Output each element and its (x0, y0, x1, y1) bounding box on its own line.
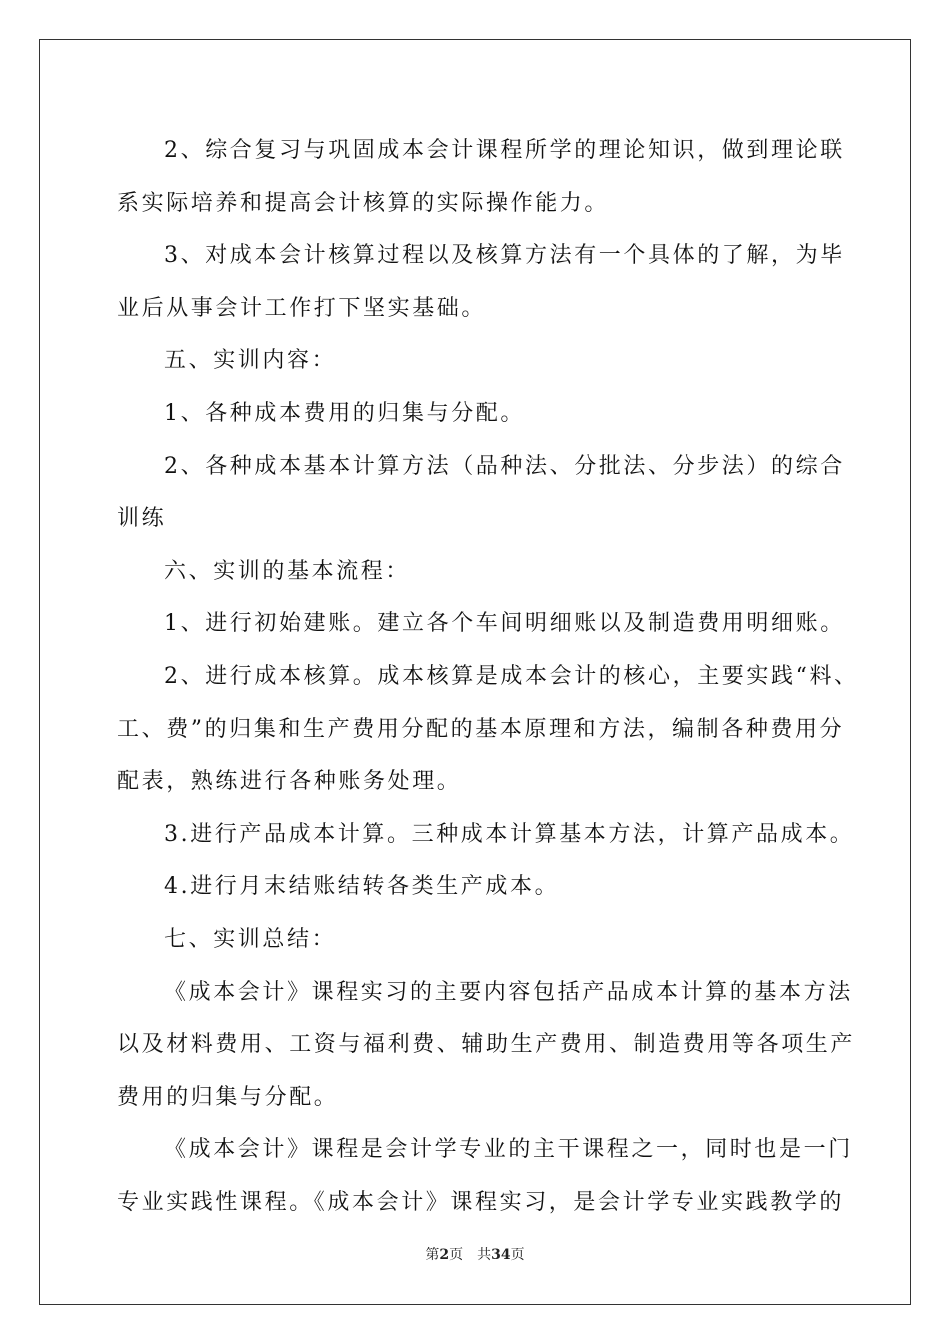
footer-page-number: 2 (439, 1247, 450, 1263)
document-body (117, 125, 859, 1229)
text-line: 《成本会计》课程实习的主要内容包括产品成本计算的基本方法 (164, 979, 853, 1005)
text-line: 4.进行月末结账结转各类生产成本。 (164, 874, 560, 900)
text-line: 系实际培养和提高会计核算的实际操作能力。 (117, 190, 610, 216)
text-line: 《成本会计》课程是会计学专业的主干课程之一，同时也是一门 (164, 1137, 853, 1163)
text-line: 2、综合复习与巩固成本会计课程所学的理论知识，做到理论联 (164, 138, 845, 163)
text-line: 1、各种成本费用的归集与分配。 (164, 400, 525, 426)
footer-total-number: 34 (491, 1247, 511, 1263)
text-line: 以及材料费用、工资与福利费、辅助生产费用、制造费用等各项生产 (117, 1032, 856, 1058)
text-line: 3.进行产品成本计算。三种成本计算基本方法，计算产品成本。 (164, 821, 855, 847)
footer-page-prefix: 第 (425, 1247, 440, 1263)
page-footer (0, 1245, 950, 1265)
text-line: 2、进行成本核算。成本核算是成本会计的核心，主要实践“料、 (164, 663, 859, 689)
text-line: 1、进行初始建账。建立各个车间明细账以及制造费用明细账。 (164, 611, 845, 637)
text-line: 配表，熟练进行各种账务处理。 (117, 769, 462, 795)
text-line: 工、费”的归集和生产费用分配的基本原理和方法，编制各种费用分 (117, 716, 845, 742)
text-line: 费用的归集与分配。 (117, 1084, 339, 1110)
section-heading-5: 五、实训内容： (164, 348, 337, 374)
footer-total-suffix: 页 (510, 1247, 525, 1263)
footer-page-suffix: 页 (449, 1247, 464, 1263)
section-heading-6: 六、实训的基本流程： (164, 558, 411, 584)
text-line: 专业实践性课程。《成本会计》课程实习，是会计学专业实践教学的 (117, 1189, 845, 1215)
footer-total-prefix: 共 (477, 1247, 492, 1263)
section-heading-7: 七、实训总结： (164, 926, 337, 952)
text-line: 训练 (117, 506, 167, 532)
text-line: 业后从事会计工作打下坚实基础。 (117, 295, 487, 321)
text-line: 2、各种成本基本计算方法（品种法、分批法、分步法）的综合 (164, 453, 845, 479)
text-line: 3、对成本会计核算过程以及核算方法有一个具体的了解，为毕 (164, 243, 845, 269)
